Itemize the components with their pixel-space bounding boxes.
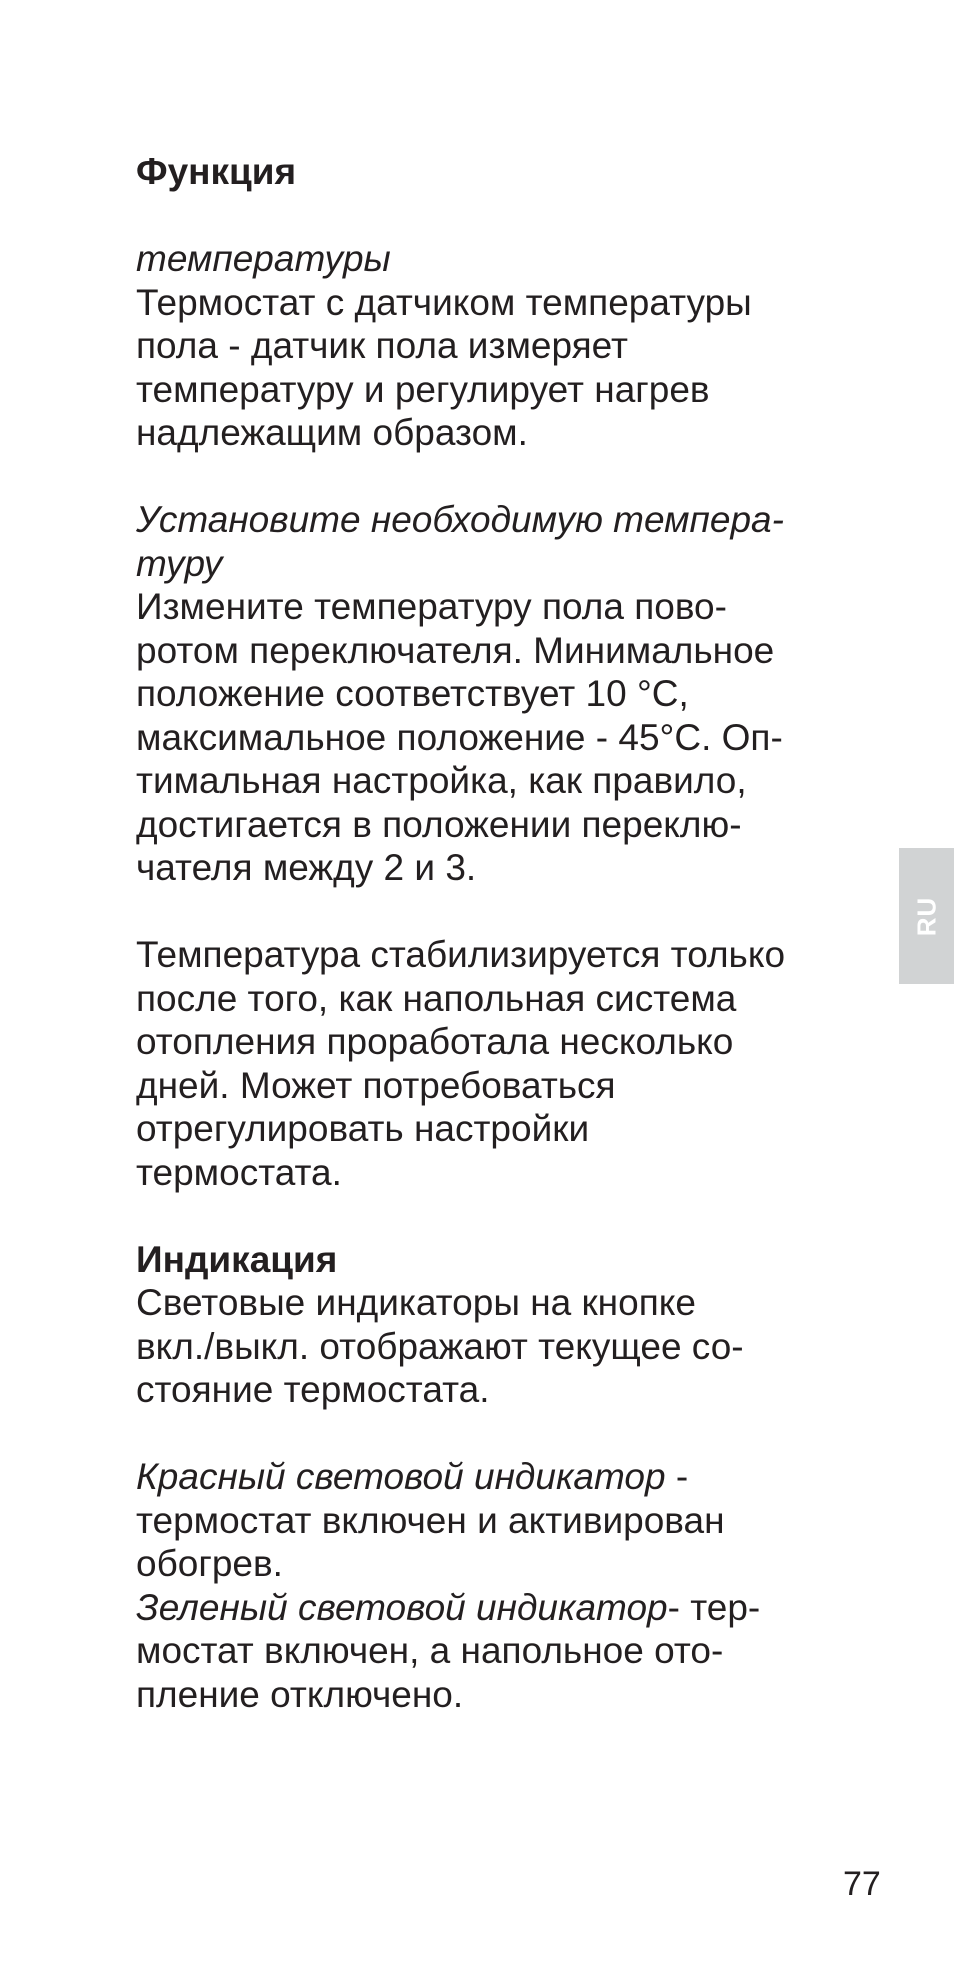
language-tab [899,848,954,984]
paragraph-line: Световые индикаторы на кнопке [136,1282,696,1323]
paragraph-line: пление отключено. [136,1673,464,1715]
green-indicator-label: Зеленый световой индикатор [136,1586,668,1628]
paragraph-line: после того, как напольная система [136,977,737,1019]
paragraph-line: мостат включен, а напольное ото- [136,1630,724,1671]
paragraph-line: достигается в положении переклю- [136,803,742,845]
spacer [136,194,856,238]
paragraph-line: отопления проработала несколько [136,1021,734,1062]
red-indicator-line [136,1455,856,1499]
paragraph-line: отрегулировать настройки [136,1108,590,1149]
spacer [136,1412,856,1456]
paragraph-line: максимальное положение - 45°C. Оп- [136,716,783,758]
paragraph-line: стояние термостата. [136,1369,490,1410]
paragraph-line: Термостат с датчиком температуры [136,281,752,323]
paragraph-line: термостат включен и активирован [136,1499,725,1541]
spacer [136,455,856,499]
paragraph-line: дней. Может потребоваться [136,1064,616,1106]
spacer [136,890,856,934]
subheading-temperature: температуры [136,238,391,279]
paragraph-line: Температура стабилизируется только [136,934,786,975]
red-indicator-label: Красный световой индикатор [136,1456,666,1497]
subheading-set-temperature: Установите необходимую темпера- [136,499,784,540]
page-number: 77 [843,1865,881,1903]
paragraph-line: пола - датчик пола измеряет [136,325,628,366]
paragraph-line: Измените температуру пола пово- [136,586,727,627]
paragraph-line: вкл./выкл. отображают текущее со- [136,1325,744,1367]
heading-indication: Индикация [136,1238,338,1280]
green-indicator-suffix: - тер- [667,1586,761,1628]
paragraph-line: надлежащим образом. [136,412,528,453]
heading-function: Функция [136,151,297,192]
paragraph-line: обогрев. [136,1543,283,1584]
paragraph-line: тимальная настройка, как правило, [136,760,747,801]
page-content [136,150,856,1716]
paragraph-line: температуру и регулирует нагрев [136,368,710,410]
paragraph-line: ротом переключателя. Минимальное [136,629,775,671]
paragraph-line: термостата. [136,1151,342,1193]
paragraph-line: положение соответствует 10 °C, [136,673,689,714]
subheading-set-temperature: туру [136,542,223,584]
paragraph-line: чателя между 2 и 3. [136,847,477,888]
spacer [136,1194,856,1238]
red-indicator-suffix: - [665,1456,689,1497]
green-indicator-line [136,1586,856,1630]
language-tab-label: RU [911,896,941,936]
